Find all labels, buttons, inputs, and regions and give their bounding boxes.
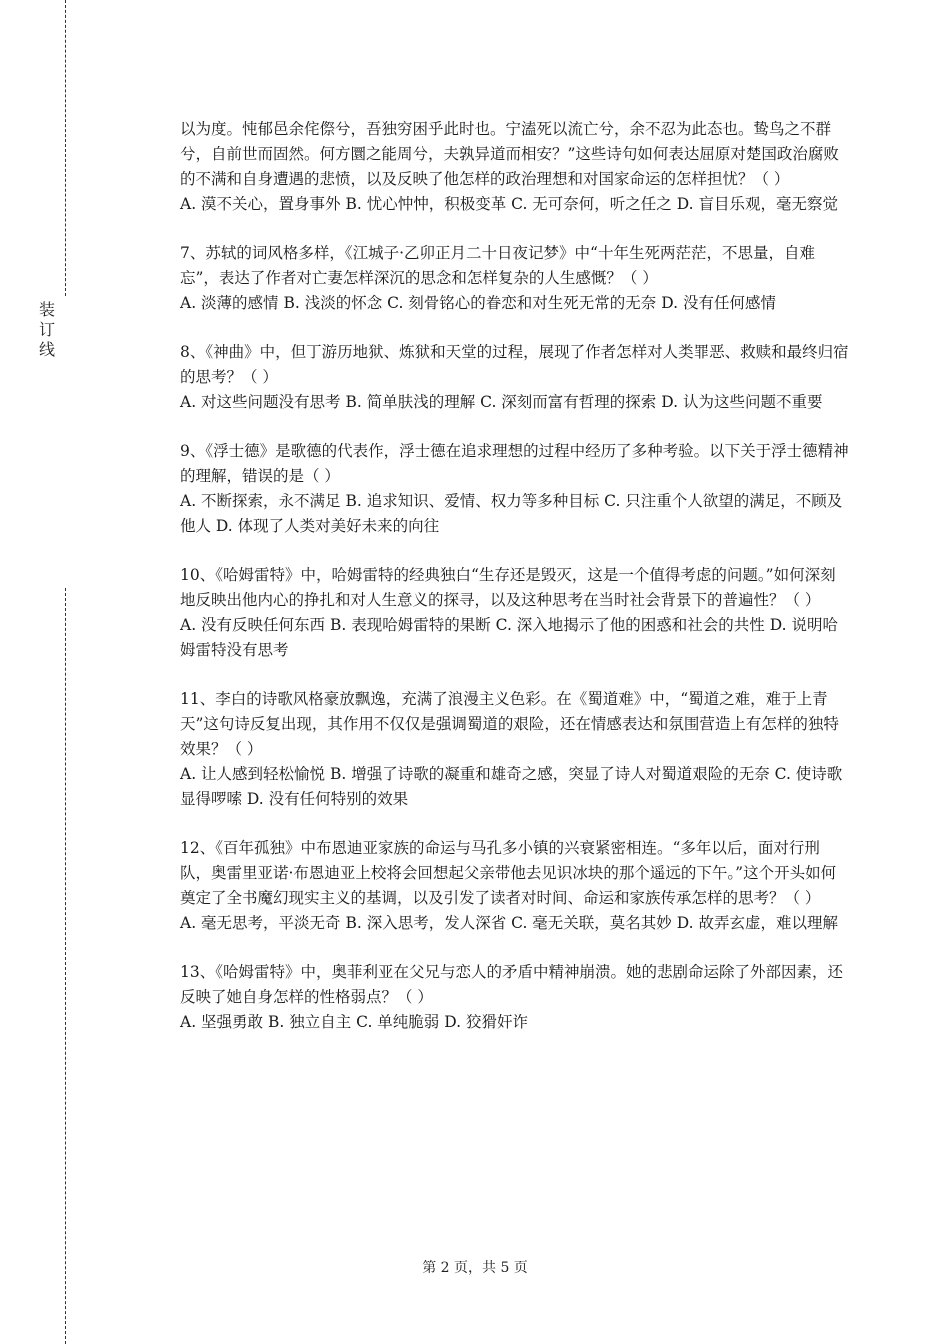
question-6-continued [180,117,850,217]
question-options: A. 对这些问题没有思考 B. 简单肤浅的理解 C. 深刻而富有哲理的探索 D. 认为这些问题不重要 [180,393,823,411]
binding-char: 订 [38,320,55,339]
question-stem: 8、《神曲》中，但丁游历地狱、炼狱和天堂的过程，展现了作者怎样对人类罪恶、救赎和最终归宿的思考？（ ） [180,343,849,386]
question-8 [180,340,850,415]
binding-dashed-line-bottom [65,588,66,1344]
question-stem: 7、苏轼的词风格多样，《江城子·乙卯正月二十日夜记梦》中“十年生死两茫茫，不思量，自难忘”，表达了作者对亡妻怎样深沉的思念和怎样复杂的人生感慨？（ ） [180,244,815,287]
question-stem: 以为度。忳郁邑余侘傺兮，吾独穷困乎此时也。宁溘死以流亡兮，余不忍为此态也。鸷鸟之不群兮，自前世而固然。何方圜之能周兮，夫孰异道而相安？”这些诗句如何表达屈原对楚国政治腐败的不满和自身遭遇的悲愤，以及反映了他怎样的政治理想和对国家命运的怎样担忧？（ ） [180,120,839,188]
page-number: 第 2 页，共 5 页 [422,1260,528,1276]
binding-char: 线 [38,340,55,359]
question-stem: 11、李白的诗歌风格豪放飘逸，充满了浪漫主义色彩。在《蜀道难》中，“蜀道之难，难于上青天”这句诗反复出现，其作用不仅仅是强调蜀道的艰险，还在情感表达和氛围营造上有怎样的独特效果？（ ） [180,690,839,758]
question-options: A. 没有反映任何东西 B. 表现哈姆雷特的果断 C. 深入地揭示了他的困惑和社会的共性 D. 说明哈姆雷特没有思考 [180,616,838,659]
question-options: A. 坚强勇敢 B. 独立自主 C. 单纯脆弱 D. 狡猾奸诈 [180,1013,528,1031]
question-options: A. 让人感到轻松愉悦 B. 增强了诗歌的凝重和雄奇之感，突显了诗人对蜀道艰险的无奈 C. 使诗歌显得啰嗦 D. 没有任何特别的效果 [180,765,843,808]
question-options: A. 不断探索，永不满足 B. 追求知识、爱情、权力等多种目标 C. 只注重个人欲望的满足，不顾及他人 D. 体现了人类对美好未来的向往 [180,492,843,535]
question-options: A. 毫无思考，平淡无奇 B. 深入思考，发人深省 C. 毫无关联，莫名其妙 D. 故弄玄虚，难以理解 [180,914,838,932]
binding-char: 装 [38,300,55,319]
question-options: A. 淡薄的感情 B. 浅淡的怀念 C. 刻骨铭心的眷恋和对生死无常的无奈 D. 没有任何感情 [180,294,776,312]
question-stem: 9、《浮士德》是歌德的代表作，浮士德在追求理想的过程中经历了多种考验。以下关于浮士德精神的理解，错误的是（ ） [180,442,849,485]
binding-dashed-line-top [65,0,66,296]
question-9 [180,439,850,539]
question-7 [180,241,850,316]
question-13 [180,960,850,1035]
question-11 [180,687,850,812]
question-options: A. 漠不关心，置身事外 B. 忧心忡忡，积极变革 C. 无可奈何，听之任之 D. 盲目乐观，毫无察觉 [180,195,838,213]
binding-label [37,300,57,360]
question-stem: 12、《百年孤独》中布恩迪亚家族的命运与马孔多小镇的兴衰紧密相连。“多年以后，面对行刑队，奥雷里亚诺·布恩迪亚上校将会回想起父亲带他去见识冰块的那个遥远的下午。”这个开头如何奠定了全书魔幻现实主义的基调，以及引发了读者对时间、命运和家族传承怎样的思考？（ ） [180,839,837,907]
question-12 [180,836,850,936]
question-stem: 10、《哈姆雷特》中，哈姆雷特的经典独白“生存还是毁灭，这是一个值得考虑的问题。”如何深刻地反映出他内心的挣扎和对人生意义的探寻，以及这种思考在当时社会背景下的普遍性？（ ） [180,566,836,609]
question-stem: 13、《哈姆雷特》中，奥菲利亚在父兄与恋人的矛盾中精神崩溃。她的悲剧命运除了外部因素，还反映了她自身怎样的性格弱点？（ ） [180,963,843,1006]
question-list [180,117,850,1059]
question-10 [180,563,850,663]
